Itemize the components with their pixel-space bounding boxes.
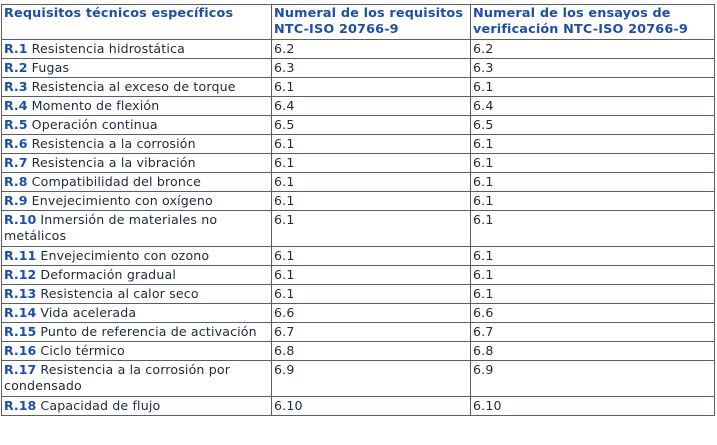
requirement-numeral-cell: 6.7 — [272, 323, 471, 342]
table-row — [2, 78, 715, 97]
requirement-name: Capacidad de flujo — [40, 398, 161, 413]
requirement-numeral-cell: 6.10 — [272, 397, 471, 416]
test-numeral-cell: 6.1 — [471, 266, 715, 285]
requirement-cell — [2, 154, 272, 173]
requirement-code: R.4 — [4, 98, 28, 113]
requirement-numeral-cell: 6.1 — [272, 247, 471, 266]
test-numeral-cell: 6.2 — [471, 40, 715, 59]
table-row — [2, 154, 715, 173]
table-row — [2, 266, 715, 285]
test-numeral-cell: 6.8 — [471, 342, 715, 361]
table-row — [2, 285, 715, 304]
test-numeral-cell: 6.7 — [471, 323, 715, 342]
requirement-name: Resistencia a la corrosión — [31, 136, 196, 151]
requirement-numeral-cell: 6.4 — [272, 97, 471, 116]
requirement-cell — [2, 135, 272, 154]
requirement-numeral-cell: 6.1 — [272, 135, 471, 154]
requirement-code: R.13 — [4, 286, 37, 301]
requirement-code: R.7 — [4, 155, 28, 170]
requirement-code: R.6 — [4, 136, 28, 151]
table-row — [2, 116, 715, 135]
requirement-cell — [2, 40, 272, 59]
requirement-code: R.14 — [4, 305, 37, 320]
requirement-numeral-cell: 6.1 — [272, 285, 471, 304]
table-row — [2, 173, 715, 192]
requirements-table — [1, 4, 715, 416]
test-numeral-cell: 6.9 — [471, 361, 715, 397]
requirement-numeral-cell: 6.1 — [272, 192, 471, 211]
requirement-name: Compatibilidad del bronce — [31, 174, 202, 189]
table-row — [2, 192, 715, 211]
requirement-cell — [2, 211, 272, 247]
requirement-code: R.17 — [4, 362, 37, 377]
requirement-code: R.8 — [4, 174, 28, 189]
test-numeral-cell: 6.1 — [471, 247, 715, 266]
table-row — [2, 361, 715, 397]
requirement-cell — [2, 59, 272, 78]
test-numeral-cell: 6.5 — [471, 116, 715, 135]
requirement-numeral-cell: 6.1 — [272, 78, 471, 97]
header-requirement-numeral: Numeral de los requisitos NTC-ISO 20766-9 — [272, 5, 471, 40]
requirement-cell — [2, 342, 272, 361]
test-numeral-cell: 6.1 — [471, 135, 715, 154]
requirement-name: Envejecimiento con ozono — [40, 248, 210, 263]
table-row — [2, 135, 715, 154]
requirement-code: R.10 — [4, 212, 37, 227]
requirement-code: R.18 — [4, 398, 37, 413]
requirement-numeral-cell: 6.2 — [272, 40, 471, 59]
requirement-numeral-cell: 6.9 — [272, 361, 471, 397]
requirement-name: Vida acelerada — [40, 305, 137, 320]
requirement-cell — [2, 304, 272, 323]
table-row — [2, 304, 715, 323]
requirement-name: Momento de flexión — [31, 98, 160, 113]
requirement-cell — [2, 397, 272, 416]
test-numeral-cell: 6.6 — [471, 304, 715, 323]
requirement-numeral-cell: 6.3 — [272, 59, 471, 78]
requirement-name: Resistencia hidrostática — [31, 41, 185, 56]
requirement-name: Operación continua — [31, 117, 158, 132]
requirement-cell — [2, 173, 272, 192]
table-body — [2, 40, 715, 416]
requirement-numeral-cell: 6.5 — [272, 116, 471, 135]
requirement-code: R.5 — [4, 117, 28, 132]
requirement-cell — [2, 116, 272, 135]
requirement-cell — [2, 192, 272, 211]
requirement-numeral-cell: 6.8 — [272, 342, 471, 361]
requirement-name: Ciclo térmico — [40, 343, 125, 358]
test-numeral-cell: 6.1 — [471, 154, 715, 173]
header-requirements: Requisitos técnicos específicos — [2, 5, 272, 40]
test-numeral-cell: 6.1 — [471, 192, 715, 211]
requirement-numeral-cell: 6.6 — [272, 304, 471, 323]
requirement-cell — [2, 97, 272, 116]
requirement-name: Resistencia a la vibración — [31, 155, 196, 170]
requirement-numeral-cell: 6.1 — [272, 211, 471, 247]
requirement-numeral-cell: 6.1 — [272, 154, 471, 173]
requirement-code: R.2 — [4, 60, 28, 75]
header-row — [2, 5, 715, 40]
table-row — [2, 211, 715, 247]
requirement-code: R.1 — [4, 41, 28, 56]
test-numeral-cell: 6.4 — [471, 97, 715, 116]
requirement-name: Fugas — [31, 60, 70, 75]
table-row — [2, 323, 715, 342]
test-numeral-cell: 6.1 — [471, 78, 715, 97]
table-row — [2, 247, 715, 266]
requirement-name: Resistencia al exceso de torque — [31, 79, 236, 94]
requirement-code: R.11 — [4, 248, 37, 263]
table-row — [2, 397, 715, 416]
test-numeral-cell: 6.1 — [471, 173, 715, 192]
requirement-cell — [2, 361, 272, 397]
requirement-code: R.16 — [4, 343, 37, 358]
header-test-numeral: Numeral de los ensayos de verificación NTC-ISO 20766-9 — [471, 5, 715, 40]
requirement-name: Inmersión de materiales no metálicos — [4, 212, 218, 243]
test-numeral-cell: 6.1 — [471, 285, 715, 304]
requirement-code: R.9 — [4, 193, 28, 208]
requirement-name: Resistencia al calor seco — [40, 286, 199, 301]
requirement-numeral-cell: 6.1 — [272, 266, 471, 285]
requirement-cell — [2, 266, 272, 285]
requirement-name: Deformación gradual — [40, 267, 176, 282]
requirement-code: R.15 — [4, 324, 37, 339]
requirement-cell — [2, 323, 272, 342]
requirement-cell — [2, 247, 272, 266]
requirement-cell — [2, 285, 272, 304]
test-numeral-cell: 6.3 — [471, 59, 715, 78]
test-numeral-cell: 6.10 — [471, 397, 715, 416]
requirement-name: Envejecimiento con oxígeno — [31, 193, 213, 208]
requirement-cell — [2, 78, 272, 97]
test-numeral-cell: 6.1 — [471, 211, 715, 247]
requirement-code: R.12 — [4, 267, 37, 282]
table-row — [2, 40, 715, 59]
table-row — [2, 342, 715, 361]
table-row — [2, 59, 715, 78]
requirement-name: Resistencia a la corrosión por condensado — [4, 362, 231, 393]
requirement-name: Punto de referencia de activación — [40, 324, 257, 339]
requirement-code: R.3 — [4, 79, 28, 94]
table-row — [2, 97, 715, 116]
requirement-numeral-cell: 6.1 — [272, 173, 471, 192]
